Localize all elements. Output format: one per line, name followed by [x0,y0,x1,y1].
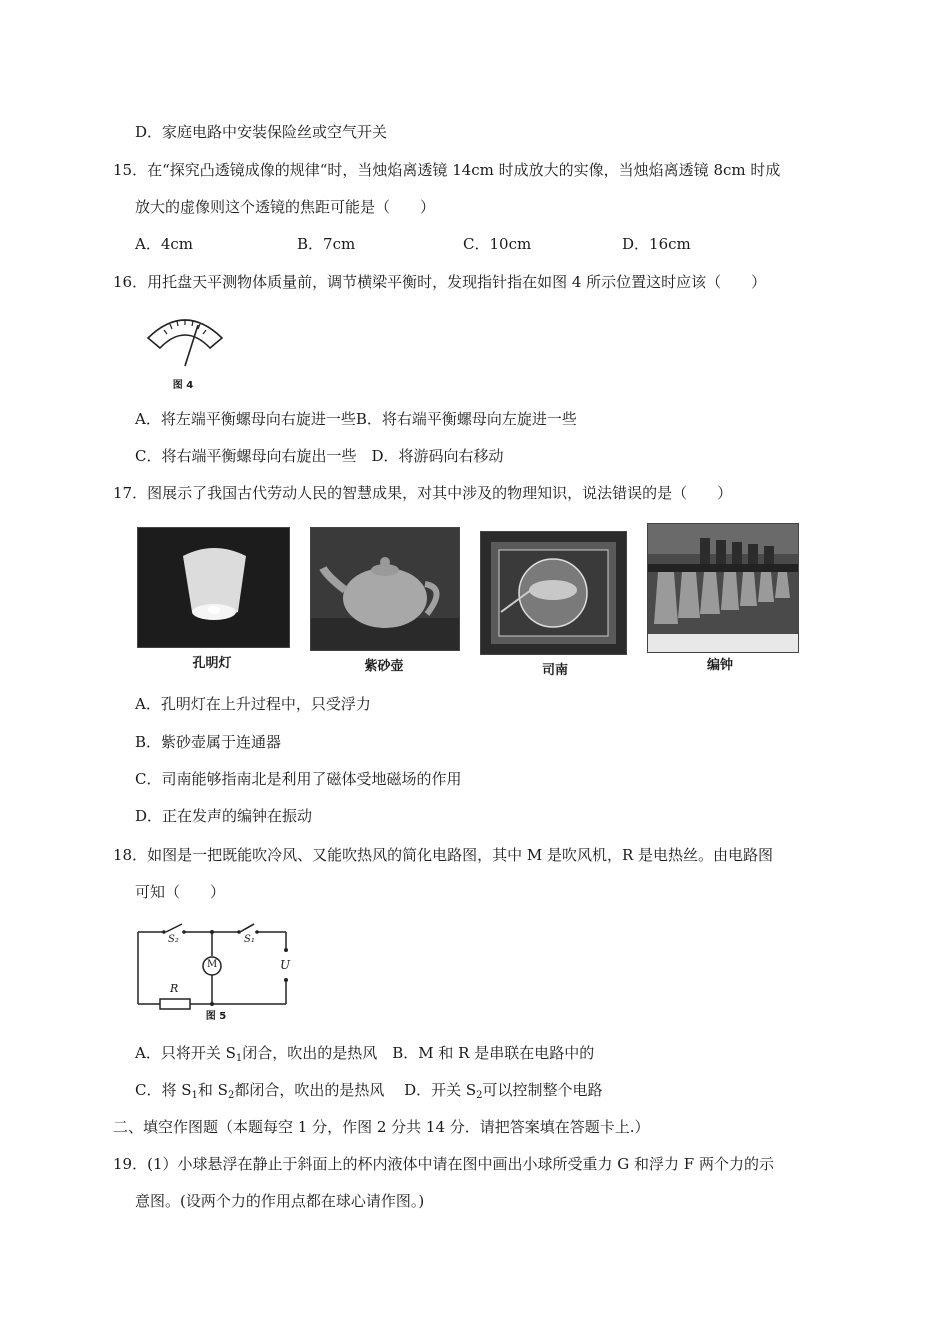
switch-s2-label: S₂ [168,934,179,945]
q15-option-a: A．4cm [135,235,194,253]
q15-option-c: C．10cm [463,235,532,253]
q18-stem-line2: 可知（ ） [135,883,226,901]
q15-option-b: B．7cm [297,235,356,253]
q17-stem: 17．图展示了我国古代劳动人民的智慧成果，对其中涉及的物理知识，说法错误的是（ ） [113,484,733,502]
fig5-label: 图 5 [205,1011,227,1022]
q16-options-cd: C．将右端平衡螺母向右旋出一些 D．将游码向右移动 [135,447,504,465]
kongming-lantern-image [137,527,290,648]
balance-pointer-figure [140,308,230,370]
switch-s1-label: S₁ [244,934,255,945]
q15-stem-line2: 放大的虚像则这个透镜的焦距可能是（ ） [135,198,436,216]
q15-option-d: D．16cm [622,235,691,253]
voltage-label: U [280,958,291,972]
sinan-caption: 司南 [541,663,568,678]
chime-bells-image [647,523,799,653]
q17-option-b: B．紫砂壶属于连通器 [135,733,282,751]
q18-options-cd: C．将 $S_1$和 $S_2$都闭合，吹出的是热风 D．开关 $S_2$可以控制整个电路 [135,1081,603,1101]
kongming-lantern-caption: 孔明灯 [192,656,232,671]
q14-option-d: D．家庭电路中安装保险丝或空气开关 [135,123,388,141]
q16-options-ab: A．将左端平衡螺母向右旋进一些B．将右端平衡螺母向左旋进一些 [135,410,577,428]
sinan-compass-image [480,531,627,655]
motor-label: M [207,959,218,970]
q17-option-a: A．孔明灯在上升过程中，只受浮力 [135,695,371,713]
q19-stem-line2: 意图。(设两个力的作用点都在球心请作图。) [135,1192,425,1210]
fig4-label: 图 4 [172,380,194,391]
q18-stem-line1: 18．如图是一把既能吹冷风、又能吹热风的简化电路图，其中 M 是吹风机，R 是电热丝。由电路图 [113,846,774,864]
q17-option-c: C．司南能够指南北是利用了磁体受地磁场的作用 [135,770,462,788]
purple-clay-teapot-image [310,527,460,651]
resistor-label: R [170,982,179,995]
section2-title: 二、填空作图题（本题每空 1 分，作图 2 分共 14 分．请把答案填在答题卡上.） [113,1118,650,1136]
q18-options-ab: A．只将开关 $S_1$闭合，吹出的是热风 B．M 和 R 是串联在电路中的 [135,1044,595,1064]
chime-bells-caption: 编钟 [706,658,733,673]
q17-option-d: D．正在发声的编钟在振动 [135,807,313,825]
q19-stem-line1: 19．(1）小球悬浮在静止于斜面上的杯内液体中请在图中画出小球所受重力 G 和浮力 F 两个力的示 [113,1155,774,1173]
teapot-caption: 紫砂壶 [364,659,404,674]
q15-stem-line1: 15．在“探究凸透镜成像的规律“时，当烛焰离透镜 14cm 时成放大的实像，当烛焰离透镜 8cm 时成 [113,161,781,179]
q16-stem: 16．用托盘天平测物体质量前，调节横梁平衡时，发现指针指在如图 4 所示位置这时应该（ ） [113,273,767,291]
